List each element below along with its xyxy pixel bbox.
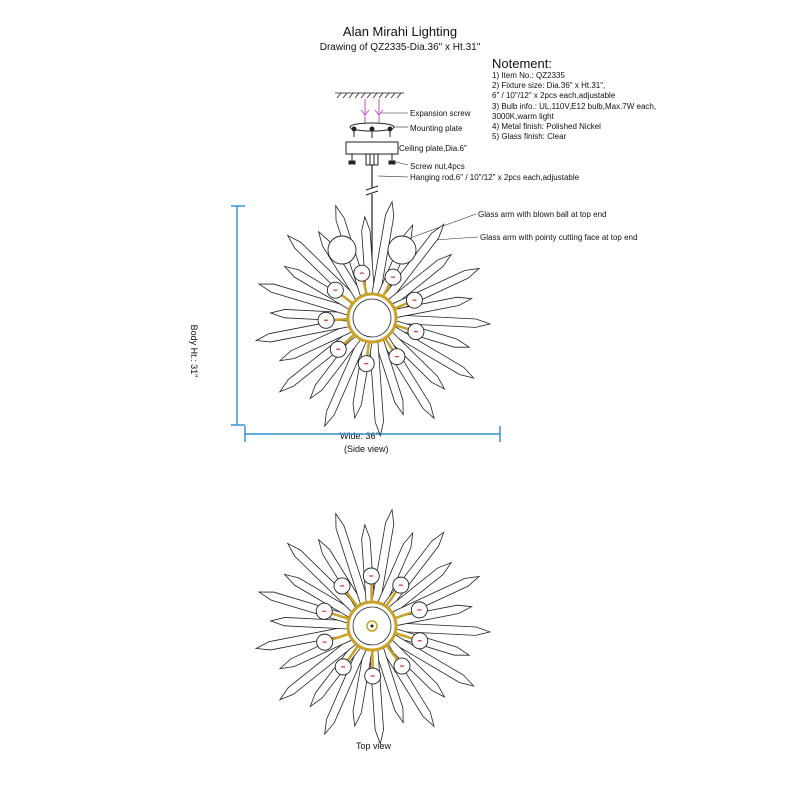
width-dimension-label: Wide: 36" [340,431,379,441]
drawing-title: Alan Mirahi Lighting [342,24,458,39]
ceiling-plate [346,142,398,165]
mounting-plate [350,123,394,138]
center-dot [371,625,374,628]
ceiling-hatch [335,93,404,98]
callout-hanging-rod: Hanging rod,6" / 10"/12" x 2pcs each,adjustable [410,173,580,182]
large-glass-ball [328,236,356,264]
callout-screw-nut: Screw nut,4pcs [410,162,465,171]
top-view-fixture [256,510,490,744]
callout-ceiling-plate: Ceiling plate,Dia.6" [399,144,467,153]
callout-expansion-screw: Expansion screw [410,109,471,118]
side-view-fixture [256,202,490,436]
top-view-label: Top view [356,741,392,751]
note-line: 3) Bulb info.: UL,110V,E12 bulb,Max.7W each, [492,102,657,111]
note-line: 1) Item No.: QZ2335 [492,71,565,80]
note-line: 3000K,warm light [492,112,554,121]
expansion-screw [361,99,383,123]
callout-glass-pointy-arm: Glass arm with pointy cutting face at top end [480,233,638,242]
drawing-subtitle: Drawing of QZ2335-Dia.36" x Ht.31" [319,42,481,53]
height-dimension-label: Body Ht.: 31" [189,324,199,378]
center-sphere [353,299,391,337]
note-line: 6" / 10"/12" x 2pcs each,adjustable [492,91,616,100]
notes-title: Notement: [492,56,552,71]
large-glass-ball [388,236,416,264]
callout-glass-ball-arm: Glass arm with blown ball at top end [478,210,607,219]
note-line: 4) Metal finish: Polished Nickel [492,122,601,131]
side-view-label: (Side view) [344,444,389,454]
callout-mounting-plate: Mounting plate [410,124,463,133]
note-line: 2) Fixture size: Dia.36" x Ht.31", [492,81,606,90]
note-line: 5) Glass finish: Clear [492,132,567,141]
